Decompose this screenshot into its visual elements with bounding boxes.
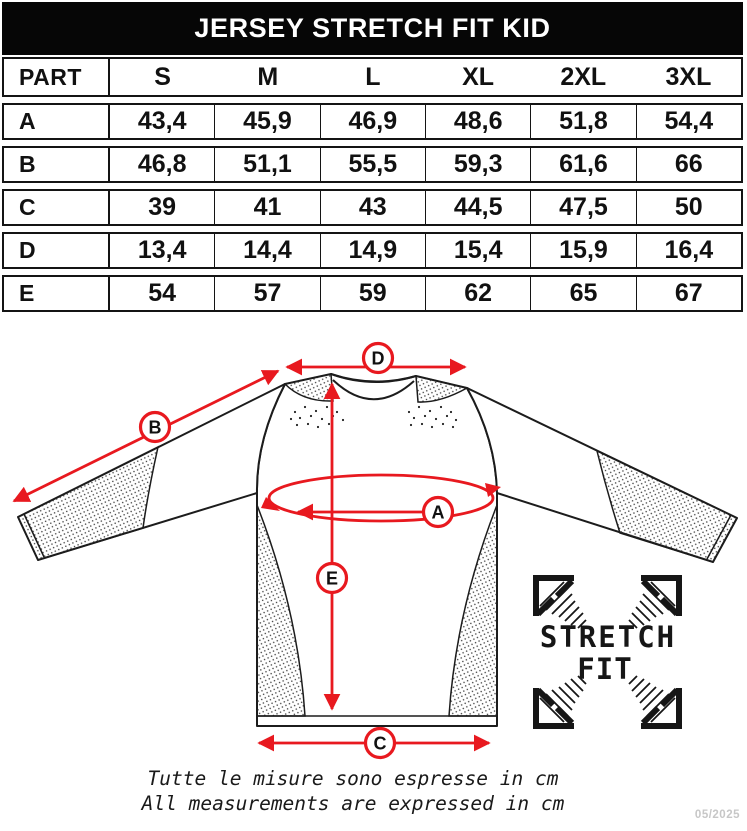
version-stamp: 05/2025 — [694, 809, 740, 821]
svg-text:C: C — [373, 733, 387, 754]
table-header-row — [2, 57, 743, 97]
table-cell: 46,9 — [320, 105, 425, 138]
measure-badge-d — [364, 344, 393, 373]
measure-badge-c — [366, 729, 395, 758]
table-cell: 51,1 — [214, 148, 319, 181]
table-cell: 41 — [214, 191, 319, 224]
table-cell: 62 — [425, 277, 530, 310]
table-cell: 48,6 — [425, 105, 530, 138]
svg-text:E: E — [325, 568, 339, 589]
svg-text:A: A — [431, 502, 445, 523]
row-part-label: D — [4, 234, 110, 267]
table-cell: 61,6 — [530, 148, 635, 181]
table-row — [2, 189, 743, 226]
table-cell: 15,9 — [530, 234, 635, 267]
table-cell: 44,5 — [425, 191, 530, 224]
table-row — [2, 275, 743, 312]
table-cell: 45,9 — [214, 105, 319, 138]
measure-badge-e — [318, 564, 347, 593]
table-cell: 43,4 — [137, 107, 187, 135]
stretch-logo-line1: STRETCH — [539, 620, 677, 654]
part-column-header: PART — [4, 59, 110, 95]
stretch-logo-line2: FIT — [577, 652, 633, 686]
table-cell: 57 — [214, 277, 319, 310]
page-title: JERSEY STRETCH FIT KID — [2, 2, 743, 55]
table-cell: 54 — [148, 279, 177, 307]
table-cell: 54,4 — [636, 105, 741, 138]
row-part-label: C — [4, 191, 110, 224]
row-part-label: E — [4, 277, 110, 310]
stretch-fit-logo — [536, 578, 679, 726]
right-sleeve-mesh-panel — [597, 451, 737, 562]
size-header: L — [365, 62, 381, 91]
svg-text:B: B — [148, 417, 162, 438]
measure-badge-a — [424, 498, 453, 527]
measurement-notes — [142, 766, 565, 816]
note-english: All measurements are expressed in cm — [141, 792, 565, 815]
row-part-label: A — [4, 105, 110, 138]
measure-badge-b — [141, 413, 170, 442]
table-cell: 59,3 — [425, 148, 530, 181]
row-part-label: B — [4, 148, 110, 181]
table-cell: 16,4 — [636, 234, 741, 267]
note-italian: Tutte le misure sono espresse in cm — [147, 767, 559, 790]
jersey-measurement-diagram — [0, 330, 747, 765]
size-header: 2XL — [560, 62, 607, 91]
table-cell: 50 — [636, 191, 741, 224]
svg-text:D: D — [371, 348, 385, 369]
table-cell: 66 — [636, 148, 741, 181]
size-header: 3XL — [665, 62, 712, 91]
table-cell: 47,5 — [530, 191, 635, 224]
table-cell: 65 — [530, 277, 635, 310]
table-row — [2, 232, 743, 269]
size-header: XL — [462, 62, 495, 91]
table-row — [2, 146, 743, 183]
table-cell: 59 — [320, 277, 425, 310]
table-cell: 43 — [320, 191, 425, 224]
table-cell: 13,4 — [137, 236, 187, 264]
table-cell: 14,9 — [320, 234, 425, 267]
table-cell: 39 — [148, 193, 177, 221]
table-cell: 55,5 — [320, 148, 425, 181]
table-cell: 46,8 — [137, 150, 187, 178]
table-cell: 67 — [636, 277, 741, 310]
table-cell: 14,4 — [214, 234, 319, 267]
size-header: S — [154, 62, 171, 91]
table-cell: 51,8 — [530, 105, 635, 138]
table-row — [2, 103, 743, 140]
table-cell: 15,4 — [425, 234, 530, 267]
size-header: M — [257, 62, 279, 91]
